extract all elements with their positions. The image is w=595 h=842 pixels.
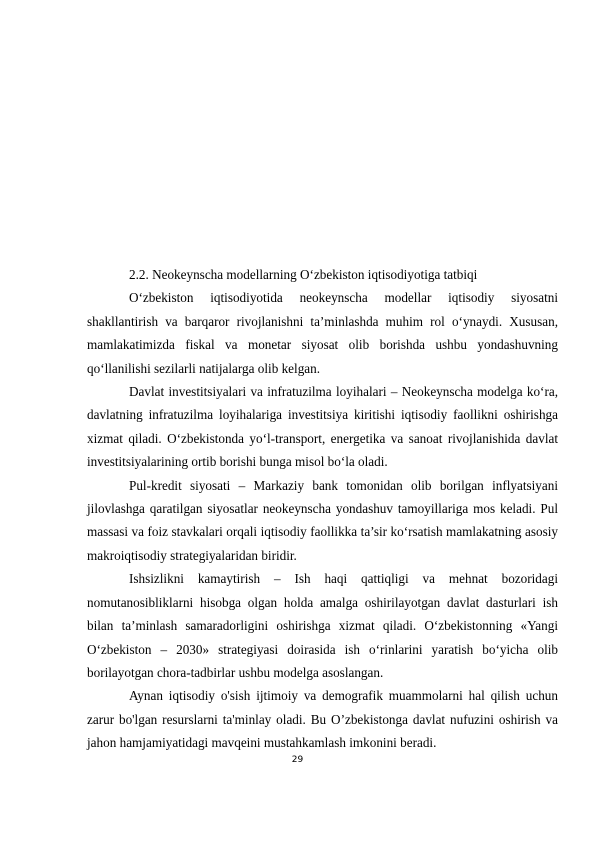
paragraph-economic-growth: Aynan iqtisodiy o'sish ijtimoiy va demografik muammolarni hal qilish uchun zarur bo'lgan resurslarni ta'minlay oladi. Bu O’zbekistonga davlat nufuzini oshirish va jahon hamjamiyatidagi mavqeini mustahkamlash imkonini beradi. bbox=[87, 688, 558, 751]
document-body bbox=[87, 263, 558, 755]
paragraph-unemployment: Ishsizlikni kamaytirish – Ish haqi qattiqligi va mehnat bozoridagi nomutanosibliklarni hisobga olgan holda amalga oshirilayotgan davlat dasturlari ish bilan ta’minlash samaradorligini oshirishga xizmat qiladi. O‘zbekistonning «Yangi O‘zbekiston – 2030» strategiyasi doirasida ish o‘rinlarini yaratish bo‘yicha olib borilayotgan chora-tadbirlar ushbu modelga asoslangan. bbox=[87, 571, 558, 680]
paragraph-intro: O‘zbekiston iqtisodiyotida neokeynscha modellar iqtisodiy siyosatni shakllantirish va barqaror rivojlanishni ta’minlashda muhim rol o‘ynaydi. Xususan, mamlakatimizda fiskal va monetar siyosat olib borishda ushbu yondashuvning qo‘llanilishi sezilarli natijalarga olib kelgan. bbox=[87, 290, 558, 376]
paragraph-monetary-policy: Pul-kredit siyosati – Markaziy bank tomonidan olib borilgan inflyatsiyani jilovlashga qaratilgan siyosatlar neokeynscha yondashuv tamoyillariga mos keladi. Pul massasi va foiz stavkalari orqali iqtisodiy faollikka ta’sir ko‘rsatish mamlakatning asosiy makroiqtisodiy strategiyalaridan biridir. bbox=[87, 477, 558, 563]
page-number: 29 bbox=[291, 755, 304, 765]
section-heading: 2.2. Neokeynscha modellarning O‘zbekiston iqtisodiyotiga tatbiqi bbox=[129, 267, 478, 282]
paragraph-state-investment: Davlat investitsiyalari va infratuzilma loyihalari – Neokeynscha modelga ko‘ra, davlatning infratuzilma loyihalariga investitsiya kiritishi iqtisodiy faollikni oshirishga xizmat qiladi. O‘zbekistonda yo‘l-transport, energetika va sanoat rivojlanishida davlat investitsiyalarining ortib borishi bunga misol bo‘la oladi. bbox=[87, 384, 558, 470]
